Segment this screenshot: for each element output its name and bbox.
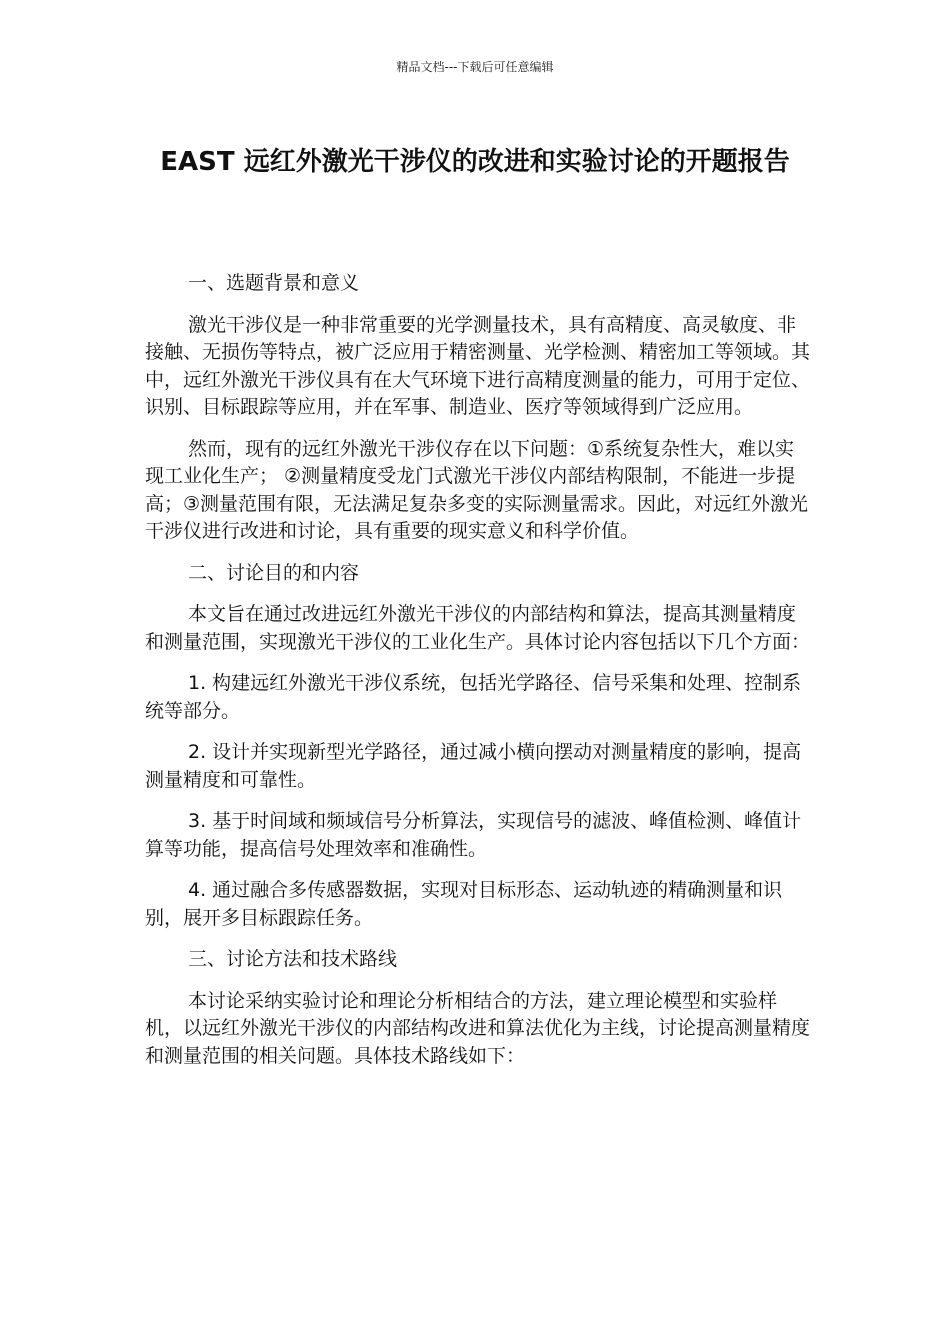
list-item: 2. 设计并实现新型光学路径，通过减小横向摆动对测量精度的影响，提高测量精度和可靠性。 — [145, 741, 802, 791]
list-item: 1. 构建远红外激光干涉仪系统，包括光学路径、信号采集和处理、控制系统等部分。 — [145, 672, 802, 722]
section-heading: 二、讨论目的和内容 — [188, 561, 360, 584]
paragraph: 激光干涉仪是一种非常重要的光学测量技术，具有高精度、高灵敏度、非接触、无损伤等特点，被广泛应用于精密测量、光学检测、精密加工等领域。其中，远红外激光干涉仪具有在大气环境下进行高精度测量的能力，可用于定位、识别、目标跟踪等应用，并在军事、制造业、医疗等领域得到广泛应用。 — [145, 313, 811, 418]
section-heading: 三、讨论方法和技术路线 — [188, 948, 398, 970]
paragraph: 本文旨在通过改进远红外激光干涉仪的内部结构和算法，提高其测量精度和测量范围，实现激光干涉仪的工业化生产。具体讨论内容包括以下几个方面： — [145, 603, 811, 653]
header-note: 精品文档---下载后可任意编辑 — [396, 60, 554, 74]
document-title: EAST 远红外激光干涉仪的改进和实验讨论的开题报告 — [160, 147, 790, 177]
list-item: 3. 基于时间域和频域信号分析算法，实现信号的滤波、峰值检测、峰值计算等功能，提高信号处理效率和准确性。 — [145, 810, 802, 860]
paragraph: 然而，现有的远红外激光干涉仪存在以下问题：①系统复杂性大，难以实现工业化生产； ②测量精度受龙门式激光干涉仪内部结构限制，不能进一步提高；③测量范围有限，无法满足复杂多变的实际测量需求。因此，对远红外激光干涉仪进行改进和讨论，具有重要的现实意义和科学价值。 — [145, 437, 809, 542]
list-item: 4. 通过融合多传感器数据，实现对目标形态、运动轨迹的精确测量和识别，展开多目标跟踪任务。 — [145, 879, 783, 929]
section-heading: 一、选题背景和意义 — [188, 272, 360, 294]
document-body — [145, 270, 810, 1084]
paragraph: 本讨论采纳实验讨论和理论分析相结合的方法，建立理论模型和实验样机，以远红外激光干涉仪的内部结构改进和算法优化为主线，讨论提高测量精度和测量范围的相关问题。具体技术路线如下： — [145, 989, 811, 1067]
